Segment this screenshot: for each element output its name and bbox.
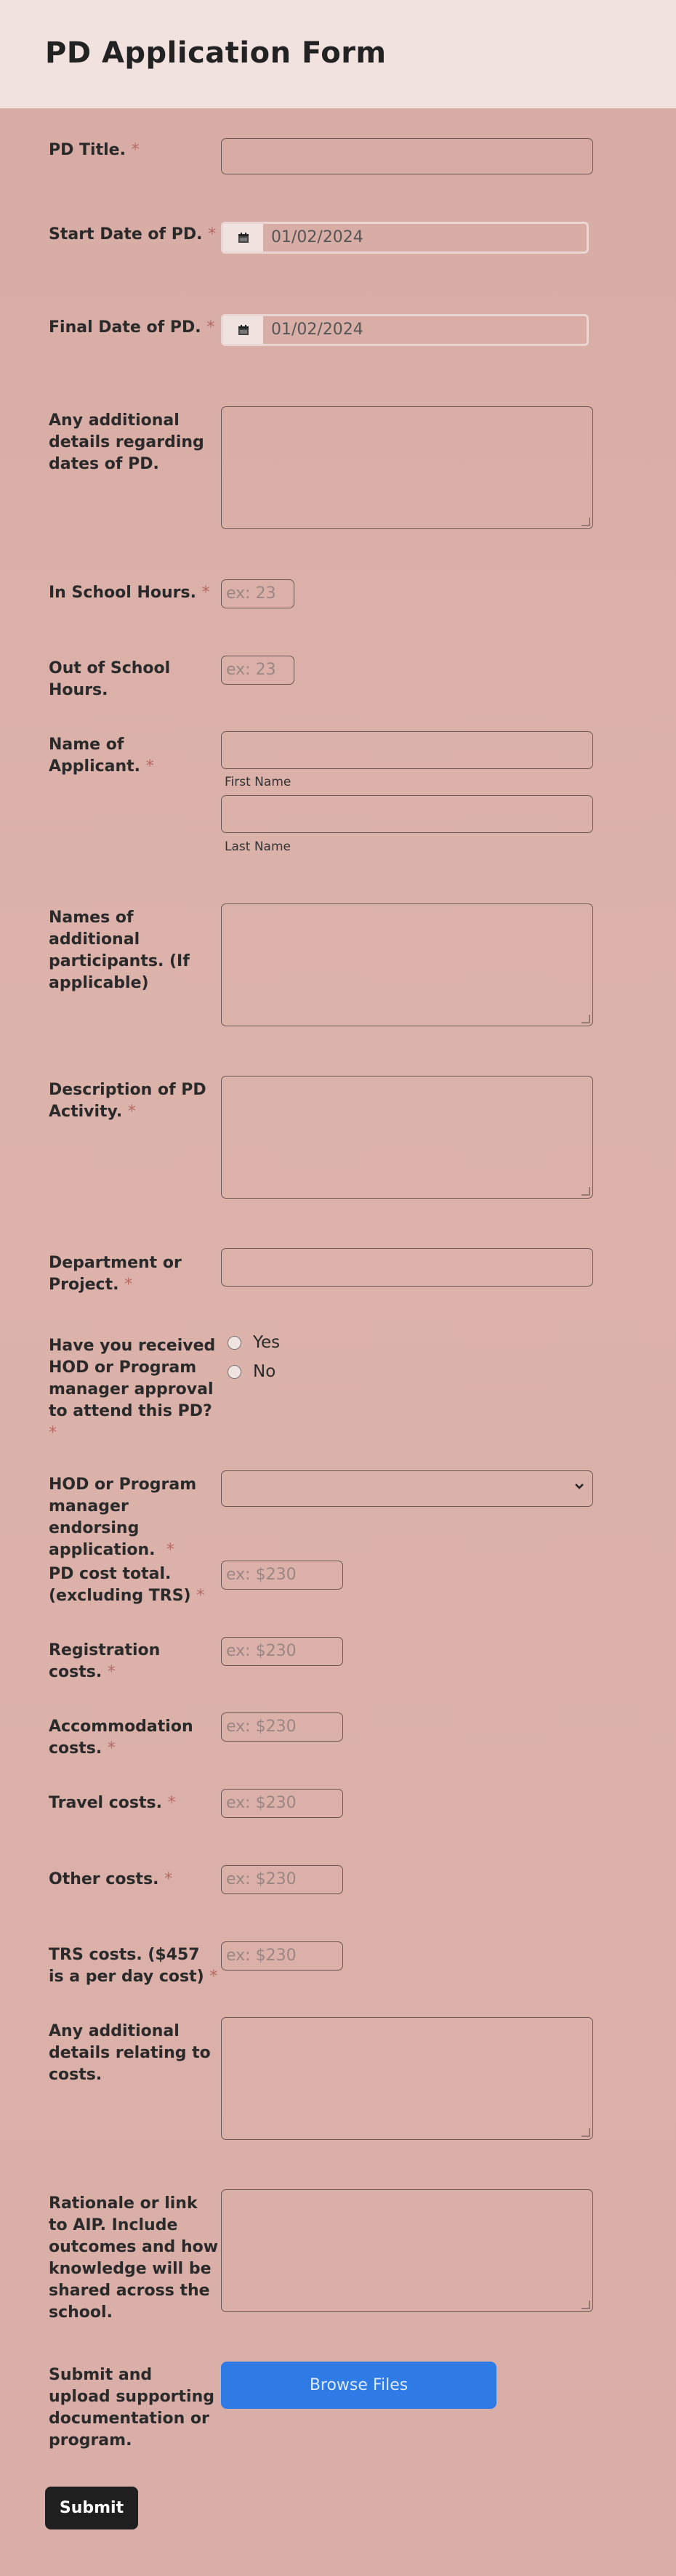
rationale-textarea[interactable] xyxy=(221,2189,593,2312)
submit-button[interactable]: Submit xyxy=(45,2487,138,2529)
department-input[interactable] xyxy=(221,1248,593,1287)
hod-endorsing-select[interactable] xyxy=(221,1470,593,1507)
travel-costs-label: Travel costs. * xyxy=(49,1794,176,1812)
browse-files-button[interactable]: Browse Files xyxy=(221,2362,496,2409)
radio-yes-label: Yes xyxy=(253,1333,281,1352)
pd-title-label: PD Title. * xyxy=(49,141,140,159)
other-costs-label: Other costs. * xyxy=(49,1870,173,1888)
first-name-sublabel: First Name xyxy=(225,775,291,789)
in-school-hours-input[interactable]: ex: 23 xyxy=(221,579,294,608)
pd-cost-total-input[interactable]: ex: $230 xyxy=(221,1561,343,1590)
pd-cost-total-label: PD cost total. (excluding TRS) * xyxy=(49,1565,205,1605)
out-school-hours-label: Out of School Hours. xyxy=(49,659,171,699)
in-school-hours-label: In School Hours. * xyxy=(49,584,210,602)
registration-costs-label: Registration costs. * xyxy=(49,1641,161,1681)
date-details-textarea[interactable] xyxy=(221,406,593,529)
first-name-input[interactable] xyxy=(221,731,593,769)
start-date-input[interactable] xyxy=(221,222,589,254)
final-date-input[interactable] xyxy=(221,314,589,346)
cost-details-label: Any additional details relating to costs. xyxy=(49,2022,211,2084)
pd-description-textarea[interactable] xyxy=(221,1076,593,1199)
applicant-name-label: Name of Applicant. * xyxy=(49,736,154,776)
upload-label: Submit and upload supporting documentation or program. xyxy=(49,2366,215,2450)
department-label: Department or Project. * xyxy=(49,1254,182,1294)
cost-details-textarea[interactable] xyxy=(221,2017,593,2140)
radio-no-label: No xyxy=(253,1362,276,1381)
resize-grip-icon[interactable] xyxy=(582,2128,590,2137)
registration-costs-input[interactable]: ex: $230 xyxy=(221,1637,343,1666)
calendar-icon[interactable] xyxy=(223,316,263,344)
form-header xyxy=(0,0,676,108)
start-date-label: Start Date of PD. * xyxy=(49,225,217,243)
accommodation-costs-label: Accommodation costs. * xyxy=(49,1718,193,1758)
radio-circle[interactable] xyxy=(228,1365,241,1379)
last-name-sublabel: Last Name xyxy=(225,840,291,854)
hod-approval-no[interactable] xyxy=(228,1362,275,1381)
out-school-hours-input[interactable]: ex: 23 xyxy=(221,656,294,685)
radio-circle[interactable] xyxy=(228,1336,241,1350)
accommodation-costs-input[interactable]: ex: $230 xyxy=(221,1712,343,1742)
hod-endorsing-label: HOD or Program manager endorsing application. * xyxy=(49,1476,197,1559)
calendar-icon[interactable] xyxy=(223,224,263,251)
additional-participants-textarea[interactable] xyxy=(221,903,593,1026)
pd-description-label: Description of PD Activity. * xyxy=(49,1081,206,1121)
final-date-label: Final Date of PD. * xyxy=(49,318,215,337)
date-details-label: Any additional details regarding dates of PD. xyxy=(49,411,204,473)
hod-approval-label: Have you received HOD or Program manager approval to attend this PD? * xyxy=(49,1337,216,1442)
resize-grip-icon[interactable] xyxy=(582,1187,590,1196)
last-name-input[interactable] xyxy=(221,795,593,833)
resize-grip-icon[interactable] xyxy=(582,1015,590,1023)
hod-approval-yes[interactable] xyxy=(228,1333,280,1352)
other-costs-input[interactable]: ex: $230 xyxy=(221,1865,343,1894)
travel-costs-input[interactable]: ex: $230 xyxy=(221,1789,343,1818)
resize-grip-icon[interactable] xyxy=(582,518,590,526)
pd-title-input[interactable] xyxy=(221,138,593,174)
trs-costs-label: TRS costs. ($457 is a per day cost) * xyxy=(49,1946,218,1986)
chevron-down-icon[interactable] xyxy=(574,1478,585,1496)
additional-participants-label: Names of additional participants. (If applicable) xyxy=(49,909,190,992)
trs-costs-input[interactable]: ex: $230 xyxy=(221,1941,343,1971)
final-date-value: 01/02/2024 xyxy=(271,321,363,339)
resize-grip-icon[interactable] xyxy=(582,2301,590,2309)
form-title: PD Application Form xyxy=(45,36,387,70)
start-date-value: 01/02/2024 xyxy=(271,228,363,246)
rationale-label: Rationale or link to AIP. Include outcomes and how knowledge will be shared across the school. xyxy=(49,2194,219,2322)
